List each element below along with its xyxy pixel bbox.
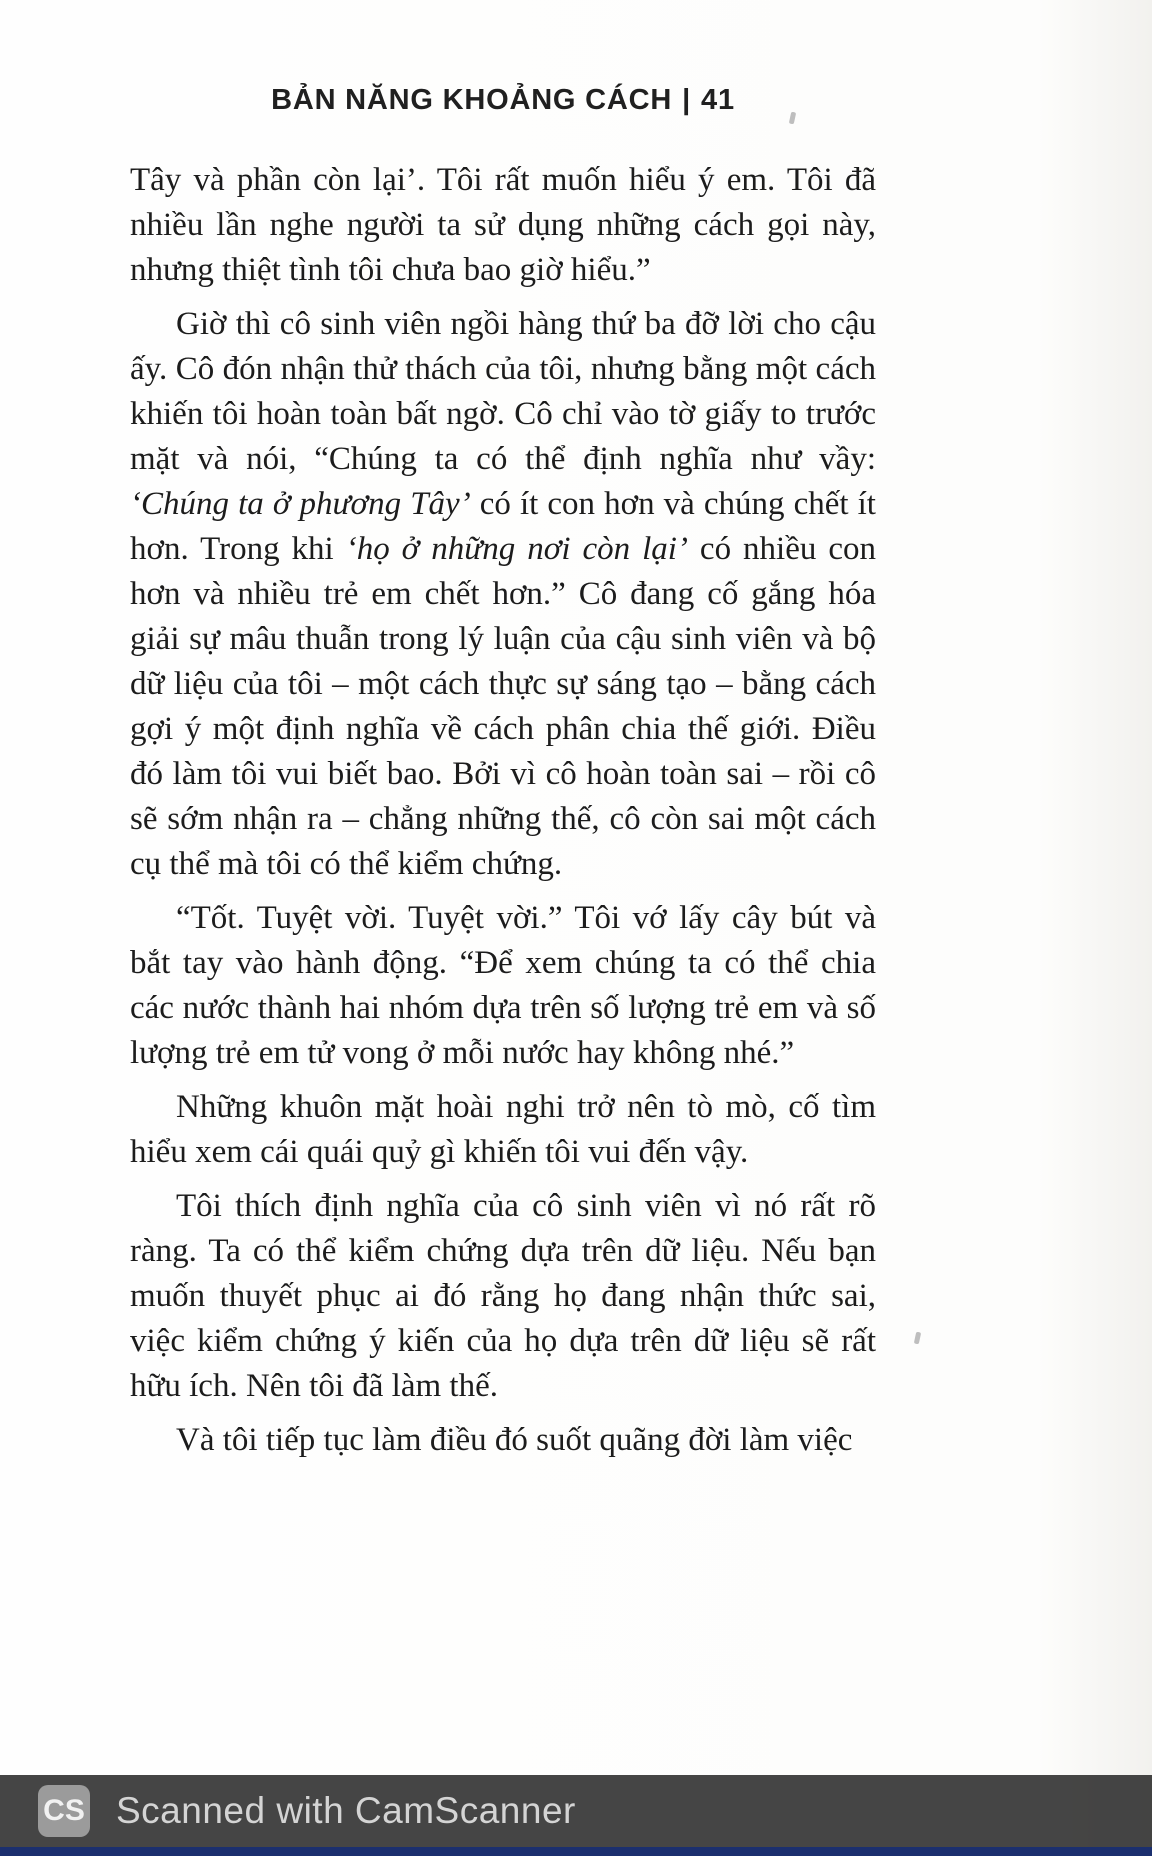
camscanner-logo-icon: CS bbox=[38, 1785, 90, 1837]
italic-text-segment: ‘họ ở những nơi còn lại’ bbox=[345, 531, 688, 567]
scan-artifact-mark bbox=[789, 112, 796, 125]
text-segment: có nhiều con hơn và nhiều trẻ em chết hơn.” Cô đang cố gắng hóa giải sự mâu thuẫn trong lý luận của cậu sinh viên và bộ dữ liệu của tôi – một cách thực sự sáng tạo – bằng cách gợi ý một định nghĩa về cách phân chia thế giới. Điều đó làm tôi vui biết bao. Bởi vì cô hoàn toàn sai – rồi cô sẽ sớm nhận ra – chẳng những thế, cô còn sai một cách cụ thể mà tôi có thể kiểm chứng. bbox=[130, 531, 876, 882]
header-separator: | bbox=[682, 84, 692, 116]
paragraph bbox=[130, 1418, 876, 1463]
bottom-edge-strip bbox=[0, 1847, 1152, 1856]
paragraph bbox=[130, 302, 876, 887]
body-text bbox=[130, 158, 876, 1463]
paragraph bbox=[130, 1085, 876, 1175]
text-segment: “Tốt. Tuyệt vời. Tuyệt vời.” Tôi vớ lấy cây bút và bắt tay vào hành động. “Để xem chúng ta có thể chia các nước thành hai nhóm dựa trên số lượng trẻ em và số lượng trẻ em tử vong ở mỗi nước hay không nhé.” bbox=[130, 900, 876, 1071]
text-segment: Và tôi tiếp tục làm điều đó suốt quãng đời làm việc bbox=[176, 1422, 853, 1458]
camscanner-bar bbox=[0, 1775, 1152, 1847]
text-segment: Giờ thì cô sinh viên ngồi hàng thứ ba đỡ lời cho cậu ấy. Cô đón nhận thử thách của tôi, nhưng bằng một cách khiến tôi hoàn toàn bất ngờ. Cô chỉ vào tờ giấy to trước mặt và nói, “Chúng ta có thể định nghĩa như vầy: bbox=[130, 306, 876, 477]
text-segment: Tây và phần còn lại’. Tôi rất muốn hiểu ý em. Tôi đã nhiều lần nghe người ta sử dụng những cách gọi này, nhưng thiệt tình tôi chưa bao giờ hiểu.” bbox=[130, 162, 876, 288]
running-title: BẢN NĂNG KHOẢNG CÁCH bbox=[271, 84, 673, 116]
text-segment: Những khuôn mặt hoài nghi trở nên tò mò, cố tìm hiểu xem cái quái quỷ gì khiến tôi vui đến vậy. bbox=[130, 1089, 876, 1170]
page-number: 41 bbox=[701, 84, 735, 116]
scan-artifact-mark bbox=[914, 1332, 921, 1345]
text-segment: có ít con hơn và chúng chết ít hơn. Trong khi bbox=[130, 486, 876, 567]
paragraph bbox=[130, 158, 876, 293]
camscanner-label: Scanned with CamScanner bbox=[116, 1790, 576, 1831]
italic-text-segment: ‘Chúng ta ở phương Tây’ bbox=[130, 486, 471, 522]
page-header bbox=[130, 84, 876, 117]
text-segment: Tôi thích định nghĩa của cô sinh viên vì nó rất rõ ràng. Ta có thể kiểm chứng dựa trên dữ liệu. Nếu bạn muốn thuyết phục ai đó rằng họ đang nhận thức sai, việc kiểm chứng ý kiến của họ dựa trên dữ liệu sẽ rất hữu ích. Nên tôi đã làm thế. bbox=[130, 1188, 876, 1404]
paragraph bbox=[130, 896, 876, 1076]
paragraph bbox=[130, 1184, 876, 1409]
